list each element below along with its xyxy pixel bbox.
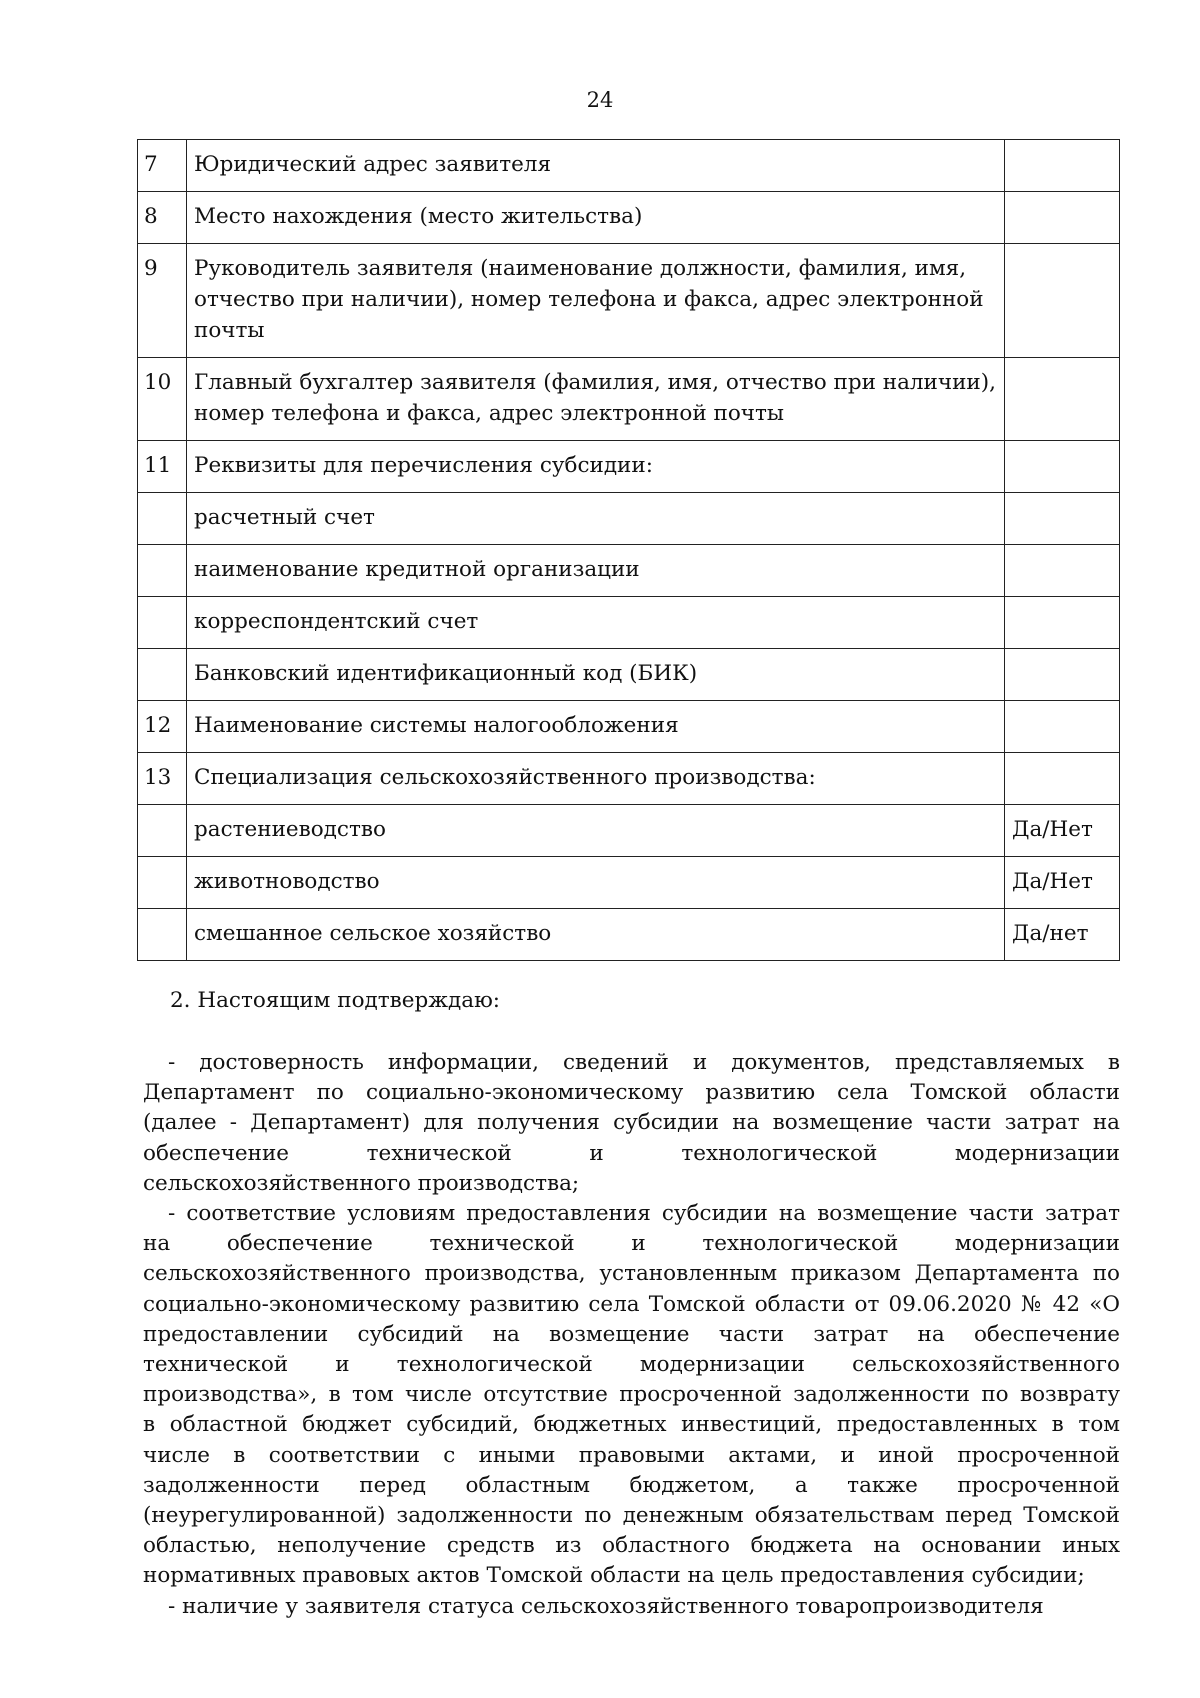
row-value[interactable] — [1005, 358, 1120, 441]
table-row — [138, 701, 1120, 753]
row-value[interactable] — [1005, 649, 1120, 701]
table-row — [138, 805, 1120, 857]
row-number — [138, 857, 187, 909]
row-value[interactable] — [1005, 701, 1120, 753]
row-number: 8 — [138, 192, 187, 244]
confirmation-paragraph — [143, 1199, 1120, 1592]
row-label: корреспондентский счет — [187, 597, 1005, 649]
row-value[interactable] — [1005, 192, 1120, 244]
row-number — [138, 649, 187, 701]
paragraph-line: социально-экономическому развитию села Томской области от 09.06.2020 № 42 «О — [143, 1291, 1120, 1317]
paragraph-line: сельскохозяйственного производства; — [143, 1170, 580, 1196]
row-value[interactable] — [1005, 441, 1120, 493]
confirmation-paragraph — [143, 1048, 1120, 1199]
row-number — [138, 493, 187, 545]
row-value[interactable]: Да/Нет — [1005, 805, 1120, 857]
row-number: 11 — [138, 441, 187, 493]
row-value[interactable] — [1005, 545, 1120, 597]
row-label: Главный бухгалтер заявителя (фамилия, имя, отчество при наличии), номер телефона и факса, адрес электронной почты — [187, 358, 1005, 441]
paragraph-line: производства», в том числе отсутствие просроченной задолженности по возврату — [143, 1382, 1120, 1408]
page-number: 24 — [586, 88, 614, 112]
row-label: Специализация сельскохозяйственного производства: — [187, 753, 1005, 805]
paragraph-line: предоставлении субсидий на возмещение части затрат на обеспечение — [143, 1321, 1120, 1347]
table-row — [138, 545, 1120, 597]
row-value[interactable] — [1005, 244, 1120, 358]
paragraph-line: числе в соответствии с иными правовыми актами, и иной просроченной — [143, 1442, 1120, 1468]
section-heading: 2. Настоящим подтверждаю: — [170, 988, 501, 1013]
paragraph-line: нормативных правовых актов Томской области на цель предоставления субсидии; — [143, 1563, 1085, 1589]
paragraph-line: (неурегулированной) задолженности по денежным обязательствам перед Томской — [143, 1503, 1120, 1529]
row-number — [138, 909, 187, 961]
applicant-info-table — [137, 139, 1120, 961]
row-label: расчетный счет — [187, 493, 1005, 545]
row-label: Реквизиты для перечисления субсидии: — [187, 441, 1005, 493]
row-number: 10 — [138, 358, 187, 441]
paragraph-line: - наличие у заявителя статуса сельскохозяйственного товаропроизводителя — [168, 1593, 1044, 1619]
row-number — [138, 545, 187, 597]
row-value[interactable] — [1005, 597, 1120, 649]
paragraph-line: областью, неполучение средств из областного бюджета на основании иных — [143, 1533, 1120, 1559]
table-body — [138, 140, 1120, 961]
paragraph-line: технической и технологической модернизации сельскохозяйственного — [143, 1352, 1120, 1378]
row-value[interactable] — [1005, 140, 1120, 192]
row-label: Юридический адрес заявителя — [187, 140, 1005, 192]
table-row — [138, 597, 1120, 649]
row-label: растениеводство — [187, 805, 1005, 857]
table-row — [138, 192, 1120, 244]
row-number: 12 — [138, 701, 187, 753]
paragraph-line: - соответствие условиям предоставления субсидии на возмещение части затрат — [168, 1201, 1120, 1227]
row-number: 9 — [138, 244, 187, 358]
table-row — [138, 649, 1120, 701]
row-value[interactable] — [1005, 493, 1120, 545]
row-value[interactable]: Да/нет — [1005, 909, 1120, 961]
paragraph-line: обеспечение технической и технологической модернизации — [143, 1140, 1120, 1166]
table-row — [138, 493, 1120, 545]
row-number — [138, 805, 187, 857]
confirmation-paragraphs — [143, 1048, 1120, 1622]
row-number — [138, 597, 187, 649]
row-label: Наименование системы налогообложения — [187, 701, 1005, 753]
row-label: наименование кредитной организации — [187, 545, 1005, 597]
paragraph-line: Департамент по социально-экономическому развитию села Томской области — [143, 1080, 1120, 1106]
paragraph-line: (далее - Департамент) для получения субсидии на возмещение части затрат на — [143, 1110, 1120, 1136]
row-label: Место нахождения (место жительства) — [187, 192, 1005, 244]
table-row — [138, 857, 1120, 909]
table-row — [138, 441, 1120, 493]
paragraph-line: задолженности перед областным бюджетом, а также просроченной — [143, 1472, 1120, 1498]
row-number: 13 — [138, 753, 187, 805]
confirmation-paragraph — [143, 1592, 1120, 1622]
row-label: животноводство — [187, 857, 1005, 909]
paragraph-line: в областной бюджет субсидий, бюджетных инвестиций, предоставленных в том — [143, 1412, 1120, 1438]
table-row — [138, 244, 1120, 358]
paragraph-line: на обеспечение технической и технологической модернизации — [143, 1231, 1120, 1257]
paragraph-line: - достоверность информации, сведений и документов, представляемых в — [168, 1050, 1120, 1075]
row-label: смешанное сельское хозяйство — [187, 909, 1005, 961]
row-label: Руководитель заявителя (наименование должности, фамилия, имя, отчество при наличии), номер телефона и факса, адрес электронной почты — [187, 244, 1005, 358]
row-value[interactable] — [1005, 753, 1120, 805]
table-row — [138, 909, 1120, 961]
row-number: 7 — [138, 140, 187, 192]
table-row — [138, 140, 1120, 192]
table-row — [138, 358, 1120, 441]
row-value[interactable]: Да/Нет — [1005, 857, 1120, 909]
table-row — [138, 753, 1120, 805]
paragraph-line: сельскохозяйственного производства, установленным приказом Департамента по — [143, 1261, 1120, 1287]
row-label: Банковский идентификационный код (БИК) — [187, 649, 1005, 701]
